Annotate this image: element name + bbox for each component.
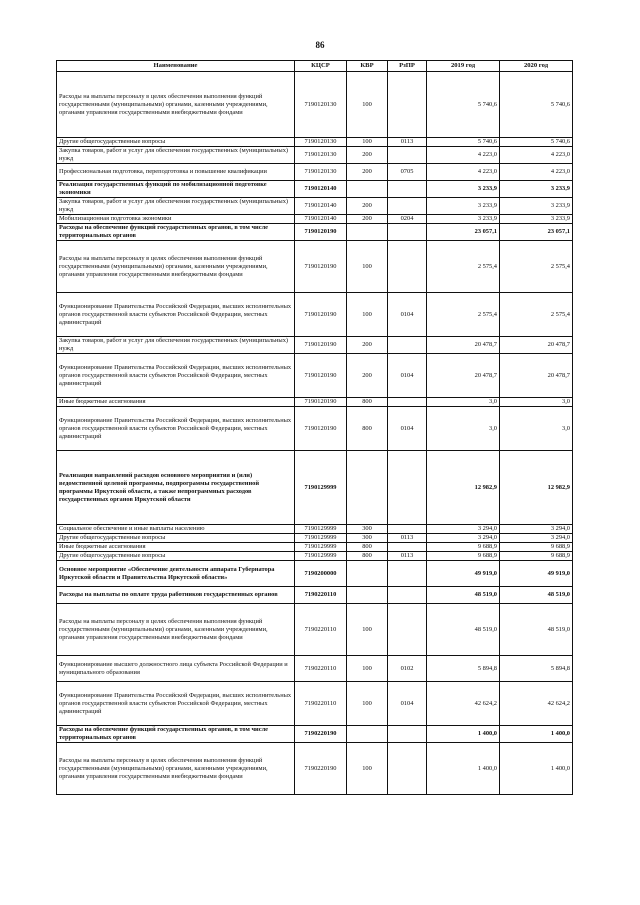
row-2020-value: 20 478,7	[500, 337, 573, 354]
row-rzpr	[388, 604, 427, 656]
row-2020-value: 3 233,9	[500, 215, 573, 224]
row-kcsr: 7190220110	[295, 656, 347, 682]
row-rzpr	[388, 398, 427, 407]
row-kvr: 200	[347, 164, 388, 181]
row-2020-value: 48 519,0	[500, 604, 573, 656]
table-row	[57, 147, 573, 164]
row-kcsr: 7190129999	[295, 534, 347, 543]
row-2019-value: 3 294,0	[427, 525, 500, 534]
row-kcsr: 7190120190	[295, 407, 347, 451]
row-kvr: 300	[347, 534, 388, 543]
row-rzpr: 0113	[388, 138, 427, 147]
table-row	[57, 543, 573, 552]
row-name: Расходы на выплаты персоналу в целях обеспечения выполнения функций государственными (муниципальными) органами, казенными учреждениями, органами управления государственными внебюджетными фондами	[57, 241, 295, 293]
row-kvr	[347, 561, 388, 587]
row-2019-value: 20 478,7	[427, 354, 500, 398]
row-kcsr: 7190120190	[295, 354, 347, 398]
row-kcsr: 7190120130	[295, 164, 347, 181]
row-kvr: 100	[347, 682, 388, 726]
row-2019-value: 3 233,9	[427, 181, 500, 198]
row-rzpr	[388, 587, 427, 604]
row-2019-value: 3,0	[427, 398, 500, 407]
header-rzpr: РзПР	[388, 61, 427, 72]
row-name: Другие общегосударственные вопросы	[57, 552, 295, 561]
row-rzpr: 0113	[388, 534, 427, 543]
row-rzpr	[388, 181, 427, 198]
row-kcsr: 7190129999	[295, 525, 347, 534]
row-2020-value: 20 478,7	[500, 354, 573, 398]
row-2019-value: 5 740,6	[427, 138, 500, 147]
table-row	[57, 743, 573, 795]
row-rzpr	[388, 561, 427, 587]
row-2019-value: 3 233,9	[427, 215, 500, 224]
row-kvr: 200	[347, 215, 388, 224]
row-name: Расходы на выплаты персоналу в целях обеспечения выполнения функций государственными (муниципальными) органами, казенными учреждениями, органами управления государственными внебюджетными фондами	[57, 604, 295, 656]
table-row	[57, 164, 573, 181]
row-kvr: 300	[347, 525, 388, 534]
row-rzpr: 0204	[388, 215, 427, 224]
row-kvr: 100	[347, 293, 388, 337]
row-2020-value: 9 688,9	[500, 543, 573, 552]
row-2019-value: 49 919,0	[427, 561, 500, 587]
table-row	[57, 587, 573, 604]
row-2019-value: 5 894,8	[427, 656, 500, 682]
row-name: Иные бюджетные ассигнования	[57, 543, 295, 552]
row-rzpr	[388, 337, 427, 354]
row-name: Закупка товаров, работ и услуг для обеспечения государственных (муниципальных) нужд	[57, 198, 295, 215]
header-2020: 2020 год	[500, 61, 573, 72]
row-2020-value: 48 519,0	[500, 587, 573, 604]
row-kcsr: 7190200000	[295, 561, 347, 587]
row-name: Реализация направлений расходов основного мероприятия и (или) ведомственной целевой программы, подпрограммы государственной программы Иркутской области, а также непрограммных расходов государственных органов Иркутской области	[57, 451, 295, 525]
table-row	[57, 398, 573, 407]
row-2019-value: 1 400,0	[427, 726, 500, 743]
row-2020-value: 49 919,0	[500, 561, 573, 587]
row-kcsr: 7190120130	[295, 72, 347, 138]
row-2020-value: 42 624,2	[500, 682, 573, 726]
row-kvr: 100	[347, 656, 388, 682]
row-rzpr	[388, 743, 427, 795]
table-row	[57, 552, 573, 561]
row-kvr: 200	[347, 147, 388, 164]
row-2020-value: 3,0	[500, 407, 573, 451]
table-row	[57, 224, 573, 241]
row-name: Функционирование Правительства Российской Федерации, высших исполнительных органов государственной власти субъектов Российской Федерации, местных администраций	[57, 354, 295, 398]
row-2020-value: 5 740,6	[500, 138, 573, 147]
row-kcsr: 7190120190	[295, 337, 347, 354]
row-kvr: 800	[347, 407, 388, 451]
row-2019-value: 2 575,4	[427, 293, 500, 337]
row-kcsr: 7190120140	[295, 198, 347, 215]
row-kvr: 100	[347, 72, 388, 138]
row-kvr: 100	[347, 138, 388, 147]
row-rzpr: 0113	[388, 552, 427, 561]
row-kcsr: 7190120130	[295, 138, 347, 147]
row-kvr: 200	[347, 198, 388, 215]
table-row	[57, 656, 573, 682]
row-name: Профессиональная подготовка, переподготовка и повышение квалификации	[57, 164, 295, 181]
row-kvr: 200	[347, 354, 388, 398]
row-name: Функционирование высшего должностного лица субъекта Российской Федерации и муниципального образования	[57, 656, 295, 682]
table-row	[57, 604, 573, 656]
row-rzpr	[388, 72, 427, 138]
table-row	[57, 561, 573, 587]
row-2019-value: 4 223,0	[427, 164, 500, 181]
row-name: Расходы на выплаты персоналу в целях обеспечения выполнения функций государственными (муниципальными) органами, казенными учреждениями, органами управления государственными внебюджетными фондами	[57, 743, 295, 795]
table-row	[57, 293, 573, 337]
row-2020-value: 3 294,0	[500, 525, 573, 534]
row-2019-value: 48 519,0	[427, 587, 500, 604]
row-rzpr	[388, 451, 427, 525]
row-2019-value: 3 294,0	[427, 534, 500, 543]
row-rzpr	[388, 525, 427, 534]
row-rzpr	[388, 543, 427, 552]
row-kcsr: 7190129999	[295, 543, 347, 552]
row-kvr	[347, 181, 388, 198]
row-name: Иные бюджетные ассигнования	[57, 398, 295, 407]
row-2020-value: 1 400,0	[500, 743, 573, 795]
row-kcsr: 7190129999	[295, 451, 347, 525]
table-row	[57, 198, 573, 215]
budget-table	[56, 60, 573, 795]
table-row	[57, 682, 573, 726]
row-name: Расходы на выплаты по оплате труда работников государственных органов	[57, 587, 295, 604]
row-name: Основное мероприятие «Обеспечение деятельности аппарата Губернатора Иркутской области и Правительства Иркутской области»	[57, 561, 295, 587]
row-kcsr: 7190120140	[295, 181, 347, 198]
row-name: Расходы на выплаты персоналу в целях обеспечения выполнения функций государственными (муниципальными) органами, казенными учреждениями, органами управления государственными внебюджетными фондами	[57, 72, 295, 138]
row-name: Закупка товаров, работ и услуг для обеспечения государственных (муниципальных) нужд	[57, 147, 295, 164]
row-kcsr: 7190120190	[295, 293, 347, 337]
row-2020-value: 5 740,6	[500, 72, 573, 138]
row-2020-value: 3 294,0	[500, 534, 573, 543]
row-kvr: 200	[347, 337, 388, 354]
row-name: Расходы на обеспечение функций государственных органов, в том числе территориальных органов	[57, 726, 295, 743]
table-row	[57, 525, 573, 534]
row-2019-value: 3,0	[427, 407, 500, 451]
row-2019-value: 1 400,0	[427, 743, 500, 795]
row-2019-value: 5 740,6	[427, 72, 500, 138]
row-2020-value: 5 894,8	[500, 656, 573, 682]
table-row	[57, 451, 573, 525]
header-name: Наименование	[57, 61, 295, 72]
table-header-row	[57, 61, 573, 72]
row-kcsr: 7190220190	[295, 743, 347, 795]
row-name: Мобилизационная подготовка экономики	[57, 215, 295, 224]
table-row	[57, 241, 573, 293]
row-name: Функционирование Правительства Российской Федерации, высших исполнительных органов государственной власти субъектов Российской Федерации, местных администраций	[57, 407, 295, 451]
table-row	[57, 138, 573, 147]
row-name: Функционирование Правительства Российской Федерации, высших исполнительных органов государственной власти субъектов Российской Федерации, местных администраций	[57, 682, 295, 726]
row-2020-value: 4 223,0	[500, 147, 573, 164]
row-2020-value: 9 688,9	[500, 552, 573, 561]
row-2019-value: 23 057,1	[427, 224, 500, 241]
row-2020-value: 4 223,0	[500, 164, 573, 181]
row-rzpr	[388, 224, 427, 241]
row-rzpr: 0102	[388, 656, 427, 682]
row-kvr	[347, 587, 388, 604]
row-2019-value: 9 688,9	[427, 552, 500, 561]
row-kvr	[347, 451, 388, 525]
row-2020-value: 12 982,9	[500, 451, 573, 525]
row-kcsr: 7190120190	[295, 241, 347, 293]
row-kvr: 100	[347, 241, 388, 293]
row-2020-value: 3 233,9	[500, 198, 573, 215]
row-2019-value: 12 982,9	[427, 451, 500, 525]
row-2020-value: 23 057,1	[500, 224, 573, 241]
table-row	[57, 215, 573, 224]
row-2019-value: 2 575,4	[427, 241, 500, 293]
header-kvr: КВР	[347, 61, 388, 72]
row-kvr	[347, 224, 388, 241]
row-kvr: 100	[347, 604, 388, 656]
table-row	[57, 354, 573, 398]
row-rzpr	[388, 241, 427, 293]
table-row	[57, 181, 573, 198]
table-row	[57, 337, 573, 354]
row-rzpr	[388, 726, 427, 743]
row-name: Социальное обеспечение и иные выплаты населению	[57, 525, 295, 534]
row-kcsr: 7190220190	[295, 726, 347, 743]
row-2019-value: 3 233,9	[427, 198, 500, 215]
row-name: Другие общегосударственные вопросы	[57, 138, 295, 147]
table-row	[57, 534, 573, 543]
row-name: Функционирование Правительства Российской Федерации, высших исполнительных органов государственной власти субъектов Российской Федерации, местных администраций	[57, 293, 295, 337]
row-kcsr: 7190220110	[295, 604, 347, 656]
row-2020-value: 1 400,0	[500, 726, 573, 743]
row-2019-value: 4 223,0	[427, 147, 500, 164]
row-name: Реализация государственных функций по мобилизационной подготовке экономики	[57, 181, 295, 198]
row-rzpr: 0104	[388, 407, 427, 451]
header-2019: 2019 год	[427, 61, 500, 72]
header-kcsr: КЦСР	[295, 61, 347, 72]
table-row	[57, 726, 573, 743]
row-kcsr: 7190220110	[295, 587, 347, 604]
row-rzpr: 0705	[388, 164, 427, 181]
row-2020-value: 3,0	[500, 398, 573, 407]
row-kvr	[347, 726, 388, 743]
row-kcsr: 7190120190	[295, 224, 347, 241]
table-row	[57, 407, 573, 451]
row-rzpr	[388, 198, 427, 215]
table-row	[57, 72, 573, 138]
row-kvr: 800	[347, 398, 388, 407]
row-rzpr: 0104	[388, 682, 427, 726]
page-number: 86	[315, 40, 325, 50]
row-kcsr: 7190129999	[295, 552, 347, 561]
row-kcsr: 7190120190	[295, 398, 347, 407]
row-2019-value: 20 478,7	[427, 337, 500, 354]
row-rzpr: 0104	[388, 293, 427, 337]
row-name: Расходы на обеспечение функций государственных органов, в том числе территориальных органов	[57, 224, 295, 241]
row-kvr: 800	[347, 543, 388, 552]
row-name: Другие общегосударственные вопросы	[57, 534, 295, 543]
row-2019-value: 9 688,9	[427, 543, 500, 552]
row-kcsr: 7190120140	[295, 215, 347, 224]
row-kvr: 100	[347, 743, 388, 795]
row-kcsr: 7190120130	[295, 147, 347, 164]
row-rzpr: 0104	[388, 354, 427, 398]
row-kcsr: 7190220110	[295, 682, 347, 726]
row-2019-value: 42 624,2	[427, 682, 500, 726]
row-2020-value: 3 233,9	[500, 181, 573, 198]
row-rzpr	[388, 147, 427, 164]
row-name: Закупка товаров, работ и услуг для обеспечения государственных (муниципальных) нужд	[57, 337, 295, 354]
row-2019-value: 48 519,0	[427, 604, 500, 656]
row-kvr: 800	[347, 552, 388, 561]
row-2020-value: 2 575,4	[500, 293, 573, 337]
row-2020-value: 2 575,4	[500, 241, 573, 293]
